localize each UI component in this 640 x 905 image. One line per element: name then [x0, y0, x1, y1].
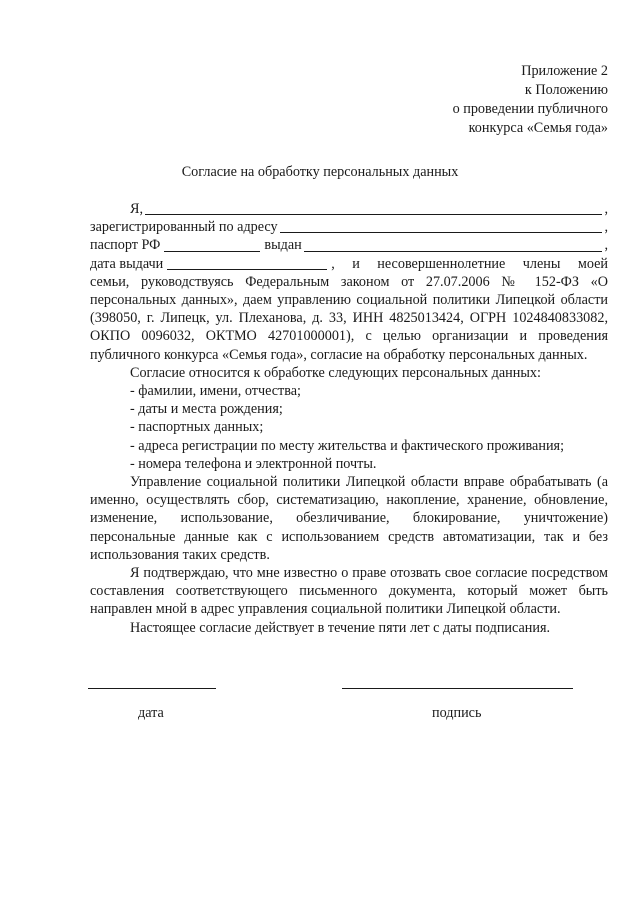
address-label: зарегистрированный по адресу: [90, 219, 278, 236]
address-field[interactable]: [280, 220, 603, 233]
name-line: [90, 200, 608, 218]
issue-date-line: [90, 255, 608, 273]
passport-label: паспорт РФ: [90, 237, 161, 254]
issue-date-tail: , и несовершеннолетние члены моей: [331, 255, 608, 272]
name-end: ,: [604, 200, 608, 217]
list-item: - адреса регистрации по месту жительства и фактического проживания;: [130, 437, 565, 454]
appendix-line-2: к Положению: [524, 82, 608, 98]
date-label: дата: [138, 705, 164, 721]
passport-line: [90, 236, 608, 254]
validity-paragraph: Настоящее согласие действует в течение пяти лет с даты подписания.: [130, 619, 551, 636]
processing-paragraph: Управление социальной политики Липецкой области вправе обрабатывать (а именно, осуществлять сбор, систематизацию, накопление, хранение, обновление, изменение, использование, обезличивание, блокирование, уничтожение) персональные данные как с использованием средств автоматизации, так и без использования таких средств.: [90, 473, 608, 563]
issue-date-field[interactable]: [167, 257, 327, 270]
issued-by-field[interactable]: [304, 239, 603, 252]
list-item: - паспортных данных;: [130, 419, 264, 436]
consent-paragraph: семьи, руководствуясь Федеральным законом от 27.07.2006 № 152-ФЗ «О персональных данных», даем управлению социальной политики Липецкой области (398050, г. Липецк, ул. Плеханова, д. 33, ИНН 4825013424, ОГРН 1024840833082, ОКПО 0096032, ОКТМО 42701000001), с целью организации и проведения публичного конкурса «Семья года», согласие на обработку персональных данных.: [90, 273, 608, 363]
appendix-line-4: конкурса «Семья года»: [468, 120, 608, 136]
list-item: - номера телефона и электронной почты.: [130, 455, 377, 472]
passport-number-field[interactable]: [164, 239, 260, 252]
address-end: ,: [604, 219, 608, 236]
document-title: Согласие на обработку персональных данных: [181, 164, 459, 180]
issued-end: ,: [604, 237, 608, 254]
list-item: - фамилии, имени, отчества;: [130, 382, 301, 399]
list-intro: Согласие относится к обработке следующих персональных данных:: [130, 364, 541, 381]
address-line: [90, 218, 608, 236]
data-list: [90, 382, 608, 473]
name-field[interactable]: [145, 202, 602, 215]
issue-date-label: дата выдачи: [90, 255, 164, 272]
withdraw-paragraph: Я подтверждаю, что мне известно о праве отозвать свое согласие посредством составления соответствующего письменного документа, который может быть направлен мной в адрес управления социальной политики Липецкой области.: [90, 565, 608, 618]
signature-line[interactable]: [342, 688, 573, 689]
name-label: Я,: [130, 200, 144, 217]
appendix-line-3: о проведении публичного: [452, 101, 608, 117]
appendix-line-1: Приложение 2: [521, 63, 608, 79]
document-body: [90, 200, 608, 637]
appendix-reference: [453, 62, 608, 138]
list-item: - даты и места рождения;: [130, 401, 283, 418]
date-signature-line[interactable]: [88, 688, 216, 689]
signature-label: подпись: [432, 705, 482, 721]
issued-label: выдан: [264, 237, 302, 254]
